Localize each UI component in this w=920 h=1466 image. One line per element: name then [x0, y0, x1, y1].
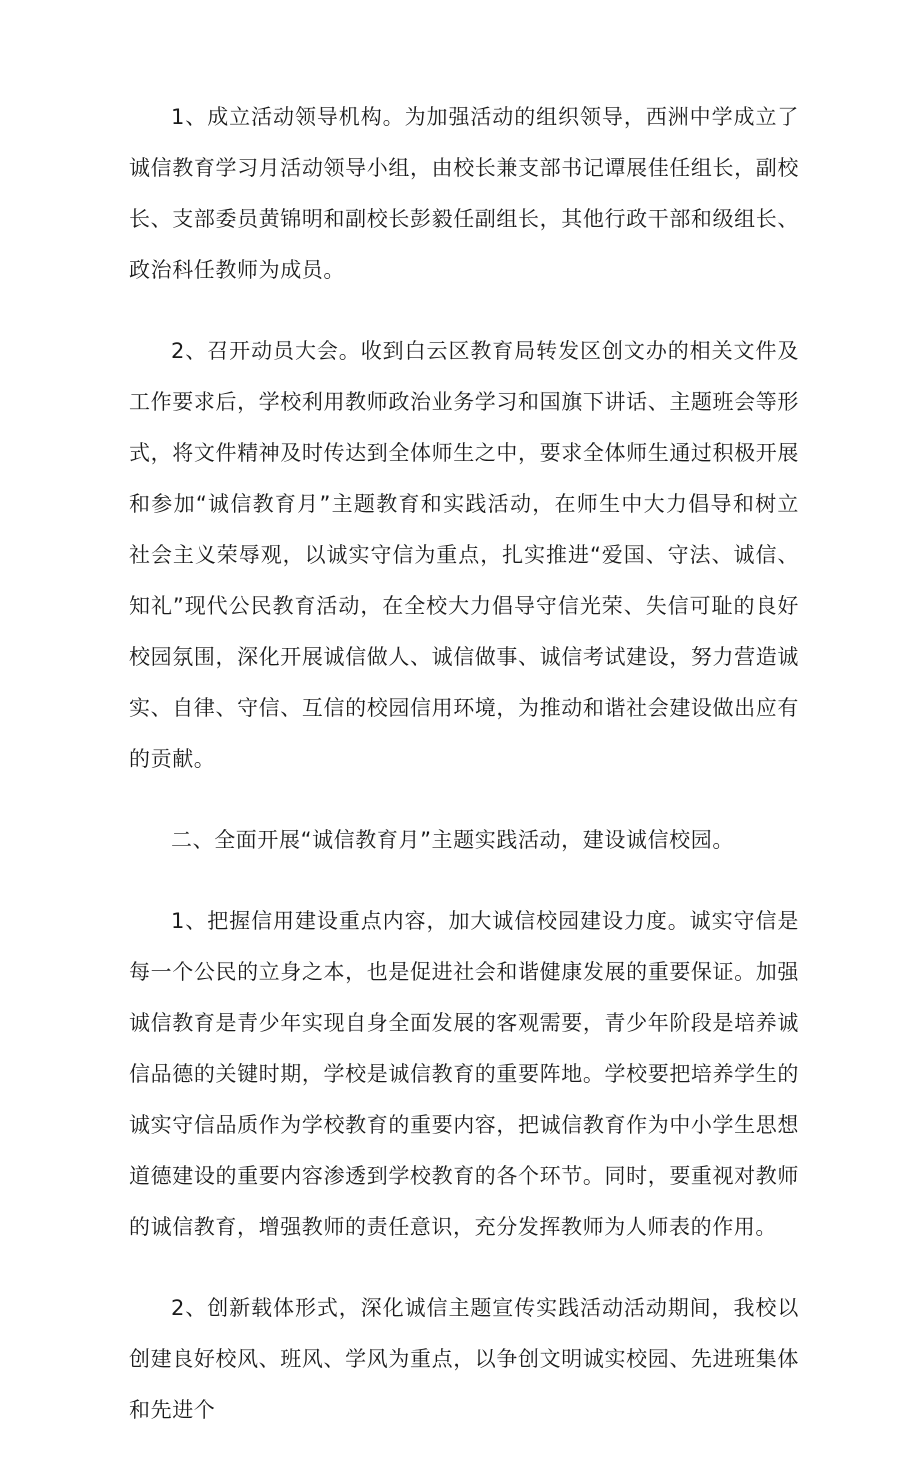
paragraph-leadership-body: 1、成立活动领导机构。为加强活动的组织领导，西洲中学成立了诚信教育学习月活动领导小组，由校长兼支部书记谭展佳任组长，副校长、支部委员黄锦明和副校长彭毅任副组长，其他行政干部和级组长、政治科任教师为成员。	[129, 105, 799, 282]
section-heading-integrity-month: 二、全面开展“诚信教育月”主题实践活动，建设诚信校园。	[171, 828, 734, 852]
paragraph-credit-construction: 1、把握信用建设重点内容，加大诚信校园建设力度。诚实守信是每一个公民的立身之本，也是促进社会和谐健康发展的重要保证。加强诚信教育是青少年实现自身全面发展的客观需要，青少年阶段是培养诚信品德的关键时期，学校是诚信教育的重要阵地。学校要把培养学生的诚实守信品质作为学校教育的重要内容，把诚信教育作为中小学生思想道德建设的重要内容渗透到学校教育的各个环节。同时，要重视对教师的诚信教育，增强教师的责任意识，充分发挥教师为人师表的作用。	[129, 909, 799, 1239]
paragraph-carrier-innovation: 2、创新载体形式，深化诚信主题宣传实践活动活动期间，我校以创建良好校风、班风、学风为重点，以争创文明诚实校园、先进班集体和先进个	[129, 1296, 799, 1422]
document-page	[129, 92, 799, 1466]
paragraph-mobilization-meeting: 2、召开动员大会。收到白云区教育局转发区创文办的相关文件及工作要求后，学校利用教师政治业务学习和国旗下讲话、主题班会等形式，将文件精神及时传达到全体师生之中，要求全体师生通过积极开展和参加“诚信教育月”主题教育和实践活动，在师生中大力倡导和树立社会主义荣辱观，以诚实守信为重点，扎实推进“爱国、守法、诚信、知礼”现代公民教育活动，在全校大力倡导守信光荣、失信可耻的良好校园氛围，深化开展诚信做人、诚信做事、诚信考试建设，努力营造诚实、自律、守信、互信的校园信用环境，为推动和谐社会建设做出应有的贡献。	[129, 339, 799, 771]
